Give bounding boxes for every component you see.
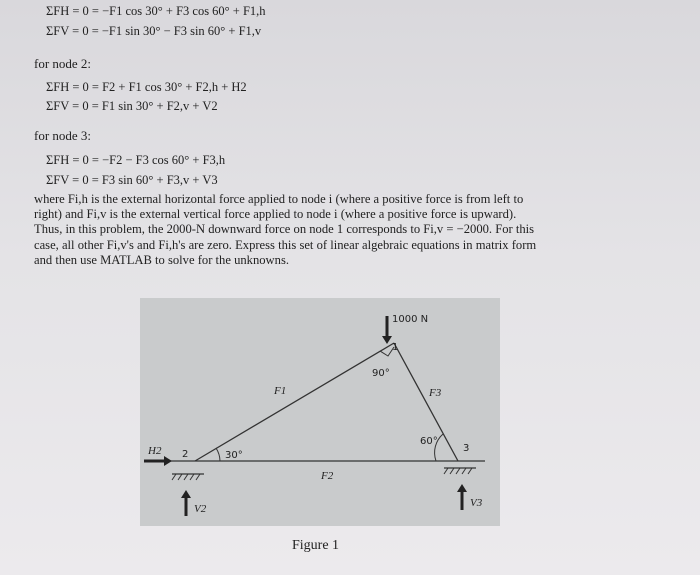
v2-label: V2 <box>194 503 207 515</box>
paragraph-line: and then use MATLAB to solve for the unknowns. <box>34 252 289 267</box>
v2-arrow-icon <box>181 490 191 498</box>
node3-eq-horizontal: ΣFH = 0 = −F2 − F3 cos 60° + F3,h <box>46 153 226 167</box>
paragraph-line: where Fi,h is the external horizontal force applied to node i (where a positive force is from left to <box>34 192 524 206</box>
h2-label: H2 <box>148 445 162 457</box>
figure-caption: Figure 1 <box>292 538 340 553</box>
node-1-label: 1 <box>392 342 399 353</box>
node-3-label: 3 <box>463 443 470 454</box>
truss-diagram <box>140 298 500 526</box>
force-label: 1000 N <box>392 314 429 325</box>
support-2-hatch <box>172 474 200 480</box>
h2-arrow-icon <box>164 456 172 466</box>
member-1-line <box>195 343 394 461</box>
node3-eq-vertical: ΣFV = 0 = F3 sin 60° + F3,v + V3 <box>46 173 218 187</box>
load-arrow-icon <box>382 336 392 344</box>
paragraph-line: case, all other Fi,v's and Fi,h's are zero. Express this set of linear algebraic equations in matrix form <box>34 237 537 252</box>
problem-paragraph <box>34 192 594 268</box>
node2-heading: for node 2: <box>34 56 92 71</box>
node2-eq-horizontal: ΣFH = 0 = F2 + F1 cos 30° + F2,h + H2 <box>46 80 247 94</box>
truss-figure <box>140 298 500 526</box>
paragraph-line: Thus, in this problem, the 2000-N downward force on node 1 corresponds to Fi,v = −2000. For this <box>34 222 535 237</box>
node3-heading: for node 3: <box>34 128 92 143</box>
node2-eq-vertical: ΣFV = 0 = F1 sin 30° + F2,v + V2 <box>46 99 218 113</box>
member-2-label: F2 <box>321 470 334 482</box>
node1-eq-vertical: ΣFV = 0 = −F1 sin 30° − F3 sin 60° + F1,v <box>46 24 262 38</box>
node-2-label: 2 <box>182 449 189 460</box>
v3-arrow-icon <box>457 484 467 492</box>
member-3-label: F3 <box>429 387 442 399</box>
angle-top-label: 90° <box>372 368 390 379</box>
support-3-hatch <box>444 468 472 474</box>
angle-left-arc <box>216 448 220 461</box>
angle-left-label: 30° <box>225 450 243 461</box>
angle-right-label: 60° <box>420 436 438 447</box>
node1-eq-horizontal: ΣFH = 0 = −F1 cos 30° + F3 cos 60° + F1,h <box>46 4 266 18</box>
member-1-label: F1 <box>274 385 287 397</box>
paragraph-line: right) and Fi,v is the external vertical force applied to node i (where a positive force is upward). <box>34 207 517 222</box>
v3-label: V3 <box>470 497 483 509</box>
